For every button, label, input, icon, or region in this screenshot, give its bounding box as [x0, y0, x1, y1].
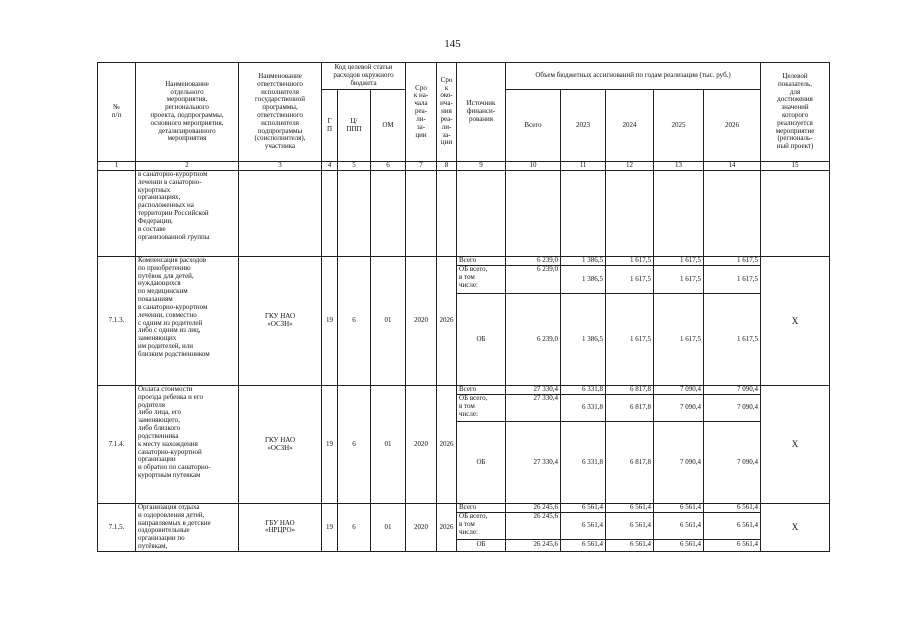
amount-2023: 1 386,5 [561, 294, 606, 386]
header-budget-volume: Объем бюджетных ассигнований по годам реализации (тыс. руб.) [506, 63, 761, 90]
amount-2023: 6 331,8 [561, 422, 606, 504]
amount-2025: 6 561,4 [654, 513, 704, 540]
amount-2024: 1 617,5 [606, 294, 654, 386]
funding-source-total: Всего [457, 504, 506, 513]
column-number: 15 [761, 162, 830, 171]
header-ppp: Ц/ ППП [338, 90, 371, 162]
amount-2026: 7 090,4 [704, 395, 761, 422]
header-year-2025: 2025 [654, 90, 704, 162]
column-number: 14 [704, 162, 761, 171]
header-year-2023: 2023 [561, 90, 606, 162]
amount-total: 6 239,0 [506, 266, 561, 294]
header-activity-name: Наименование отдельного мероприятия, регионального проекта, подпрограммы, основного мероприятия, детализированного мероприятия [136, 63, 239, 162]
column-number: 9 [457, 162, 506, 171]
continuation-row [98, 171, 830, 257]
header-start-year: Сро к на- чала реа- ли- за- ции [406, 63, 437, 162]
code-om: 01 [371, 504, 406, 552]
funding-source-ob-total: ОБ всего, в том числе: [457, 513, 506, 540]
funding-source-ob-total: ОБ всего, в том числе: [457, 395, 506, 422]
amount-total: 27 330,4 [506, 422, 561, 504]
column-number: 8 [437, 162, 457, 171]
column-number: 1 [98, 162, 136, 171]
amount-2024: 6 561,4 [606, 513, 654, 540]
amount-2025: 6 561,4 [654, 504, 704, 513]
amount-2023: 6 561,4 [561, 504, 606, 513]
funding-source-ob: ОБ [457, 422, 506, 504]
amount-2025: 6 561,4 [654, 539, 704, 551]
header-total: Всего [506, 90, 561, 162]
column-number: 5 [338, 162, 371, 171]
start-year: 2020 [406, 504, 437, 552]
start-year: 2020 [406, 257, 437, 386]
target-indicator: X [761, 257, 830, 386]
table-row [98, 504, 830, 513]
amount-2024: 6 561,4 [606, 539, 654, 551]
amount-2026: 7 090,4 [704, 386, 761, 395]
amount-2024: 6 561,4 [606, 504, 654, 513]
header-gp: Г П [322, 90, 338, 162]
amount-2025: 1 617,5 [654, 266, 704, 294]
amount-2023: 1 386,5 [561, 257, 606, 266]
column-number: 2 [136, 162, 239, 171]
column-number-row [98, 162, 830, 171]
amount-2025: 1 617,5 [654, 257, 704, 266]
amount-2026: 1 617,5 [704, 294, 761, 386]
column-number: 11 [561, 162, 606, 171]
header-om: ОМ [371, 90, 406, 162]
executor-name: ГБУ НАО «НРЦРО» [239, 504, 322, 552]
activity-name: Компенсация расходов по приобретению путёвок для детей, нуждающихся по медицинским показаниям в санаторно-курортном лечении, совместно с одним из родителей либо с одним из лиц, заменяющих им родителей, или близким родственником [136, 257, 239, 386]
executor-name: ГКУ НАО «ОСЗН» [239, 257, 322, 386]
row-number: 7.1.5. [98, 504, 136, 552]
funding-source-ob: ОБ [457, 294, 506, 386]
amount-2026: 7 090,4 [704, 422, 761, 504]
end-year: 2026 [437, 257, 457, 386]
activity-name: Организация отдыха и оздоровления детей, направляемых в детские оздоровительные организации по путёвкам, [136, 504, 239, 552]
row-number: 7.1.4. [98, 386, 136, 504]
funding-source-total: Всего [457, 257, 506, 266]
header-year-2024: 2024 [606, 90, 654, 162]
column-number: 7 [406, 162, 437, 171]
amount-2023: 6 331,8 [561, 395, 606, 422]
amount-2023: 6 561,4 [561, 539, 606, 551]
amount-2026: 1 617,5 [704, 266, 761, 294]
activity-name: Оплата стоимости проезда ребенка и его родителя либо лица, его заменяющего, либо близкого родственника к месту нахождения санаторно-курортной организации и обратно по санаторно- курортным путевкам [136, 386, 239, 504]
amount-2024: 6 817,8 [606, 422, 654, 504]
amount-2024: 6 817,8 [606, 386, 654, 395]
amount-2026: 6 561,4 [704, 504, 761, 513]
code-om: 01 [371, 257, 406, 386]
amount-total: 26 245,6 [506, 504, 561, 513]
amount-2024: 1 617,5 [606, 266, 654, 294]
start-year: 2020 [406, 386, 437, 504]
header-budget-code: Код целевой статьи расходов окружного бюджета [322, 63, 406, 90]
continuation-activity-text: в санаторно-курортном лечении в санаторно- курортных организациях, расположенных на территории Российской Федерации, в составе организованной группы [136, 171, 239, 257]
code-ppp: 6 [338, 504, 371, 552]
header-end-year: Сро к око- нча- ния реа- ли- за- ции [437, 63, 457, 162]
amount-total: 6 239,0 [506, 294, 561, 386]
code-ppp: 6 [338, 386, 371, 504]
column-number: 12 [606, 162, 654, 171]
target-indicator: X [761, 386, 830, 504]
amount-2023: 1 386,5 [561, 266, 606, 294]
executor-name: ГКУ НАО «ОСЗН» [239, 386, 322, 504]
funding-source-ob: ОБ [457, 539, 506, 551]
end-year: 2026 [437, 504, 457, 552]
target-indicator: X [761, 504, 830, 552]
amount-2024: 1 617,5 [606, 257, 654, 266]
amount-total: 6 239,0 [506, 257, 561, 266]
amount-2023: 6 331,8 [561, 386, 606, 395]
amount-2025: 7 090,4 [654, 395, 704, 422]
page-number: 145 [444, 38, 461, 50]
amount-2025: 7 090,4 [654, 386, 704, 395]
header-year-2026: 2026 [704, 90, 761, 162]
row-number: 7.1.3. [98, 257, 136, 386]
budget-table [97, 62, 830, 552]
end-year: 2026 [437, 386, 457, 504]
amount-total: 26 245,6 [506, 539, 561, 551]
funding-source-ob-total: ОБ всего, в том числе: [457, 266, 506, 294]
column-number: 4 [322, 162, 338, 171]
column-number: 10 [506, 162, 561, 171]
amount-2025: 7 090,4 [654, 422, 704, 504]
amount-2026: 1 617,5 [704, 257, 761, 266]
amount-total: 27 330,4 [506, 386, 561, 395]
column-number: 3 [239, 162, 322, 171]
table-row [98, 257, 830, 266]
code-gp: 19 [322, 504, 338, 552]
amount-total: 27 330,4 [506, 395, 561, 422]
column-number: 6 [371, 162, 406, 171]
amount-2026: 6 561,4 [704, 539, 761, 551]
amount-2023: 6 561,4 [561, 513, 606, 540]
code-gp: 19 [322, 386, 338, 504]
header-number: № п/п [98, 63, 136, 162]
column-number: 13 [654, 162, 704, 171]
header-executor: Наименование ответственного исполнителя государственной программы, ответственного исполнителя подпрограммы (соисполнителя), участника [239, 63, 322, 162]
header-target-indicator: Целевой показатель, для достижения значений которого реализуется мероприятие (региональ- ный проект) [761, 63, 830, 162]
code-gp: 19 [322, 257, 338, 386]
amount-2025: 1 617,5 [654, 294, 704, 386]
header-funding-source: Источник финанси- рования [457, 63, 506, 162]
code-ppp: 6 [338, 257, 371, 386]
table-row [98, 386, 830, 395]
amount-2026: 6 561,4 [704, 513, 761, 540]
funding-source-total: Всего [457, 386, 506, 395]
amount-2024: 6 817,8 [606, 395, 654, 422]
code-om: 01 [371, 386, 406, 504]
amount-total: 26 245,6 [506, 513, 561, 540]
